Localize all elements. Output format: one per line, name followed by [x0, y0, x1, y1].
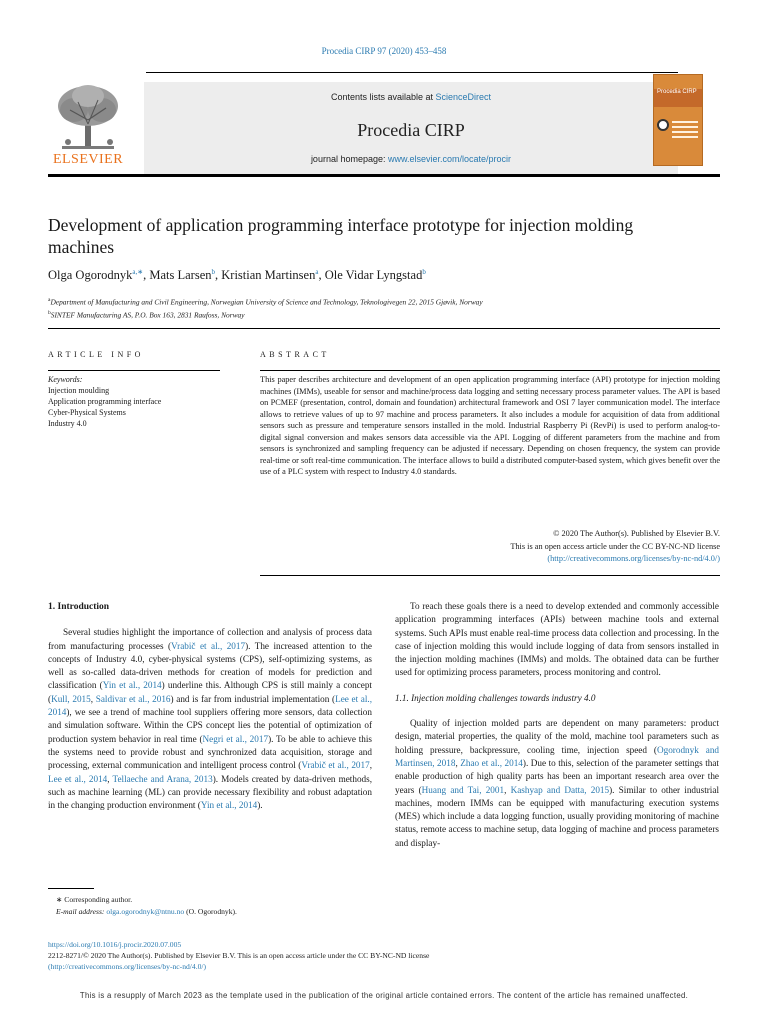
license-line: This is an open access article under the CC BY-NC-ND license	[510, 541, 720, 551]
keywords-block	[48, 374, 220, 429]
citation-link[interactable]: Tellaeche and Arana, 2013	[112, 773, 213, 784]
paragraph-text: ,	[455, 757, 461, 768]
affiliation-item	[48, 308, 720, 321]
citation-link[interactable]: Kashyap and Datta, 2015	[510, 784, 610, 795]
subsection-paragraph-1	[395, 717, 719, 850]
paragraph-text: ) and is far from industrial implementation (	[170, 693, 336, 704]
abstract-heading: ABSTRACT	[260, 350, 330, 359]
citation-link[interactable]: Lee et al., 2014	[48, 693, 373, 718]
abstract-rule	[260, 370, 720, 371]
keyword-item: Injection moulding	[48, 386, 110, 395]
citation-link[interactable]: Yin et al., 2014	[102, 680, 162, 691]
author-name: Mats Larsen	[149, 268, 212, 283]
body-column-right	[395, 600, 719, 850]
intro-paragraph-2: To reach these goals there is a need to develop extended and commonly accessible application programming interfaces (APIs) between machine tools and external systems. Such APIs must enable real-time process data collection and processing. In the case of injection molding this would include logging of data from sensors installed in the injection molding machines (IMMs) and molds. The obtained data can be further used for optimizing process parameters, process monitoring and control.	[395, 601, 719, 678]
paragraph-text: ). Similar to other industrial machines, modern IMMs can be equipped with manufacturing execution systems (MES) which include a data logging function, usually providing monitoring of machine status, remote access to machine setup, data logging of machine and process parameters and display-	[395, 784, 719, 848]
author-list: Olga Ogorodnyk$^{a,∗}$, Mats Larsen$^b$, Kristian Martinsen$^a$, Ole Vidar Lyngstad$^b$	[48, 268, 426, 283]
footnotes	[56, 894, 372, 917]
paragraph-text: ). Models created by data-driven methods, such as machine learning (ML) can provide necessary flexibility and robust adaptation in the changing production environment (	[48, 773, 373, 811]
copyright-line: © 2020 The Author(s). Published by Elsevier B.V.	[553, 529, 720, 538]
citation-link[interactable]: Vrabič et al., 2017	[301, 760, 370, 771]
author-affiliation-marker[interactable]: b	[422, 268, 426, 276]
paragraph-text: ,	[504, 784, 511, 795]
citation-link[interactable]: Vrabič et al., 2017	[171, 640, 246, 651]
article-title: Development of application programming interface prototype for injection molding machines	[48, 215, 634, 257]
resupply-note: This is a resupply of March 2023 as the template used in the publication of the original article contained errors. The content of the article has remained unaffected.	[79, 991, 689, 1000]
doi-link[interactable]: https://doi.org/10.1016/j.procir.2020.07.005	[48, 940, 182, 949]
cover-emblem-icon	[657, 119, 669, 131]
journal-reference[interactable]: Procedia CIRP 97 (2020) 453–458	[321, 46, 447, 56]
paragraph-text: ), we see a trend of machine tool suppliers offering more sensors, data collection and simulation software. Within the CPS concept lies the potential of optimization of production system behavior in real time (	[48, 707, 372, 744]
keywords-label: Keywords:	[48, 375, 83, 384]
author-name: Olga Ogorodnyk	[48, 268, 133, 283]
paragraph-text: ).	[257, 800, 263, 811]
paragraph-text: ,	[90, 693, 96, 704]
paragraph-text: ). To be able to achieve this the systems need to provide robust and synchronized data acquisition, storage and processing, external communication and intelligent process control (	[48, 733, 373, 771]
paragraph-text: Quality of injection molded parts are dependent on many parameters: product design, material properties, the quality of the mold, machine tool parameters such as holding pressure, backpressure, cooling time, injection speed (	[395, 718, 719, 755]
author-name: Kristian Martinsen	[221, 268, 316, 283]
affiliation-marker: a	[48, 297, 51, 303]
contents-prefix: Contents lists available at	[330, 92, 436, 102]
doi-block	[48, 939, 720, 972]
footnote-rule	[48, 888, 94, 889]
doi-license-link[interactable]: (http://creativecommons.org/licenses/by-nc-nd/4.0/)	[48, 962, 207, 971]
citation-link[interactable]: Ogorodnyk and Martinsen, 2018	[395, 744, 720, 768]
citation-link[interactable]: Saldivar et al., 2016	[95, 693, 171, 704]
sciencedirect-link[interactable]: ScienceDirect	[435, 92, 492, 102]
affiliation-marker: b	[48, 309, 51, 316]
cover-text-lines	[672, 121, 698, 141]
email-label: E-mail address:	[56, 906, 107, 916]
masthead-bottom-rule	[48, 174, 720, 177]
paragraph-text: ). Due to this, selection of the parameter settings that enable production of high quality parts has been an important research area over the years (	[395, 757, 719, 795]
citation-link[interactable]: Negri et al., 2017	[202, 733, 269, 744]
cover-title: Procedia CIRP	[657, 89, 697, 95]
author-affiliation-marker[interactable]: b	[211, 268, 215, 276]
article-info-rule	[48, 370, 220, 371]
issn-copyright-line: 2212-8271/© 2020 The Author(s). Published by Elsevier B.V. This is an open access article under the CC BY-NC-ND license	[48, 951, 430, 960]
citation-link[interactable]: Zhao et al., 2014	[460, 757, 523, 768]
abstract-bottom-rule	[260, 575, 720, 576]
paragraph-text: Several studies highlight the importance of collection and analysis of process data from manufacturing processes (	[48, 627, 372, 651]
contents-line	[144, 92, 678, 102]
intro-paragraph-1	[48, 626, 372, 812]
corresponding-author-note: ∗ Corresponding author.	[56, 895, 133, 904]
citation-link[interactable]: Yin et al., 2014	[200, 800, 258, 811]
elsevier-logo-text: ELSEVIER	[52, 152, 124, 167]
article-info-heading: ARTICLE INFO	[48, 350, 144, 359]
body-column-left	[48, 600, 372, 812]
paragraph-text: ,	[369, 760, 372, 771]
journal-name: Procedia CIRP	[357, 120, 465, 140]
citation-link[interactable]: Kull, 2015	[51, 693, 91, 704]
affiliation-text: Department of Manufacturing and Civil Engineering, Norwegian University of Science and Technology, Teknologivegen 22, 2015 Gjøvik, Norway	[50, 297, 483, 307]
journal-homepage-link[interactable]: www.elsevier.com/locate/procir	[388, 154, 512, 164]
email-note	[56, 906, 372, 918]
homepage-line	[144, 154, 678, 164]
keyword-item: Application programming interface	[48, 397, 162, 406]
email-suffix: (O. Ogorodnyk).	[184, 906, 237, 916]
author-affiliation-marker[interactable]: a,∗	[132, 268, 144, 276]
keyword-item: Cyber-Physical Systems	[48, 408, 126, 417]
journal-masthead	[48, 72, 720, 178]
homepage-prefix: journal homepage:	[310, 154, 388, 164]
license-url-link[interactable]: (http://creativecommons.org/licenses/by-nc-nd/4.0/)	[547, 554, 720, 563]
keyword-item: Industry 4.0	[48, 419, 87, 428]
author-name: Ole Vidar Lyngstad	[324, 268, 423, 283]
paragraph-text: ). The increased attention to the concepts of Industry 4.0, cyber-physical systems (CPS), self-optimizing systems, as well as so-called data-driven methods for creation of models for prediction and classification (	[48, 640, 372, 691]
header-rule	[48, 328, 720, 329]
affiliation-list	[48, 295, 720, 321]
abstract-text: This paper describes architecture and development of an open application programming interface (API) prototype for injection molding machines (IMMs), useable for sensor and machine/process data logging and setting necessary process parameter values. The API is based on PCMEF (presentation, control, domain and foundation) architectural framework and OSI 7 layer communication model. The interface allows to retrieve values of up to 97 machine and process parameters. It also includes a module for acquisition of data from additional sensors such as pressure and temperature sensors installed in the mold. Industrial Raspberry Pi (RevPi) is used to perform analog-to-digital signal conversion and makes sensors data accessible via the API. Logging of different parameters from the machine and from sensors is synchronized and sampling frequency can be adjusted if necessary. Depending on chosen frequency, the system can provide real-time or soft real-time communication. The interface allows to build a distributed computer-based system, which gives benefit over the use of a PLC system with respect to Industry 4.0 standards.	[260, 375, 721, 476]
paragraph-text: ) underline this. Although CPS is still mainly a concept (	[48, 680, 372, 704]
affiliation-text: SINTEF Manufacturing AS, P.O. Box 163, 2831 Raufoss, Norway	[50, 310, 245, 320]
affiliation-item	[48, 295, 720, 308]
masthead-box	[144, 82, 678, 174]
author-email-link[interactable]: olga.ogorodnyk@ntnu.no	[106, 906, 185, 916]
citation-link[interactable]: Huang and Tai, 2001	[421, 784, 505, 795]
journal-cover-image	[653, 74, 703, 166]
section-heading-introduction: 1. Introduction	[48, 602, 110, 612]
masthead-top-rule	[146, 72, 678, 73]
paragraph-text: ,	[107, 773, 113, 784]
license-block	[260, 528, 720, 566]
author-affiliation-marker[interactable]: a	[315, 268, 319, 276]
subsection-heading: 1.1. Injection molding challenges towards industry 4.0	[395, 692, 596, 703]
citation-link[interactable]: Lee et al., 2014	[48, 773, 108, 784]
